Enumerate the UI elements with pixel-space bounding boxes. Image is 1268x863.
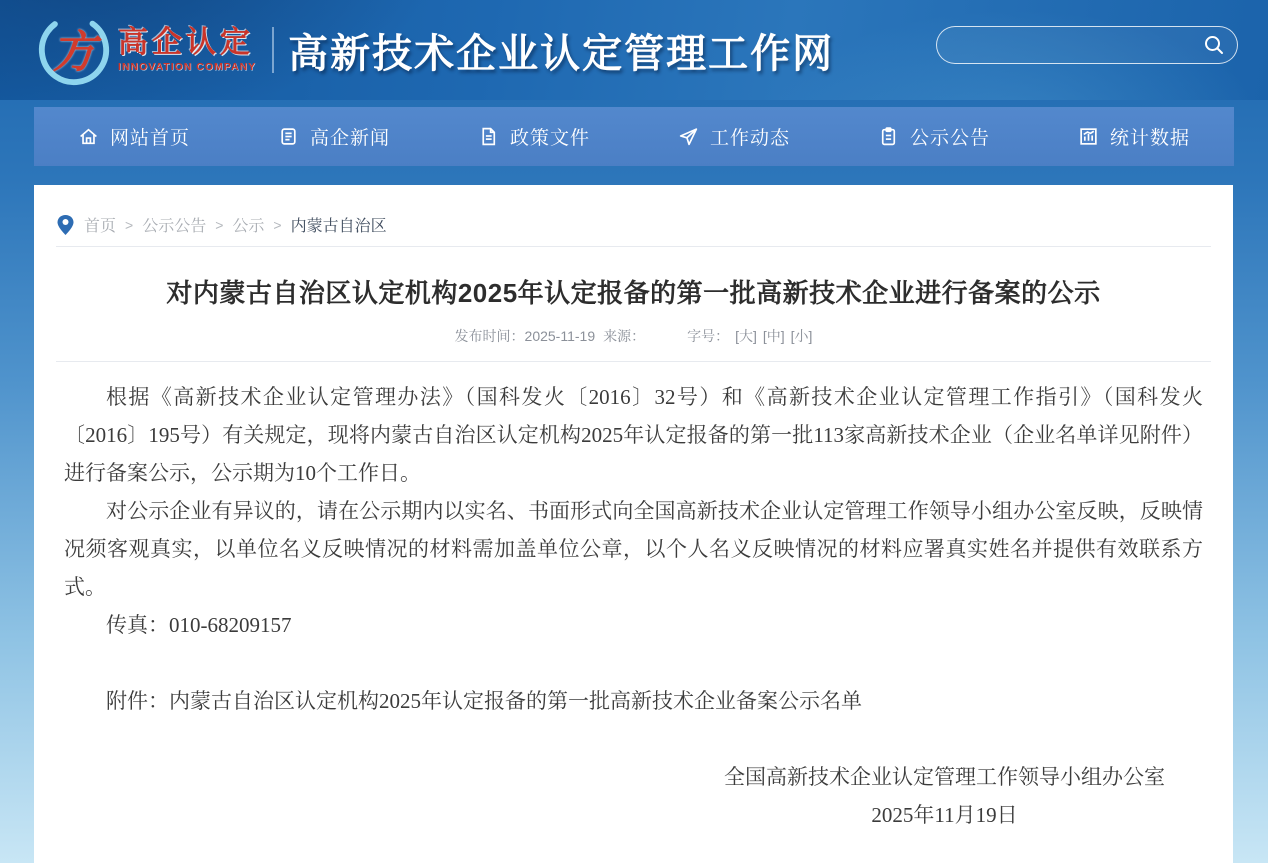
breadcrumb-current: 内蒙古自治区: [290, 218, 387, 235]
content-card: [34, 185, 1233, 863]
nav-item-label: 统计数据: [1109, 128, 1190, 149]
font-size-controls: [687, 326, 812, 346]
header-divider: [272, 27, 274, 73]
nav-item-updates[interactable]: [634, 107, 834, 166]
breadcrumb-separator: >: [125, 216, 134, 233]
source-label: 来源：: [603, 328, 646, 344]
nav-item-label: 网站首页: [109, 128, 190, 149]
clipboard-icon: [878, 126, 899, 147]
breadcrumb-publicity[interactable]: 公示: [232, 218, 265, 235]
logo-subtitle: INNOVATION COMPANY: [118, 61, 257, 73]
nav-item-statistics[interactable]: [1034, 107, 1234, 166]
paragraph-basis: 根据《高新技术企业认定管理办法》（国科发火〔2016〕32号）和《高新技术企业认定管理工作指引》（国科发火〔2016〕195号）有关规定，现将内蒙古自治区认定机构2025年认定报备的第一批113家高新技术企业（企业名单详见附件）进行备案公示，公示期为10个工作日。: [64, 385, 1203, 485]
nav-item-policy[interactable]: [434, 107, 634, 166]
nav-item-announcements[interactable]: [834, 107, 1034, 166]
publish-time-label: 发布时间：: [454, 328, 525, 344]
paper-plane-icon: [678, 126, 699, 147]
search-input[interactable]: [937, 27, 1203, 63]
nav-item-label: 公示公告: [909, 128, 990, 149]
paragraph-objection: 对公示企业有异议的，请在公示期内以实名、书面形式向全国高新技术企业认定管理工作领导小组办公室反映，反映情况须客观真实，以单位名义反映情况的材料需加盖单位公章，以个人名义反映情况的材料应署真实姓名并提供有效联系方式。: [64, 499, 1203, 599]
article-meta: [56, 326, 1211, 346]
site-logo[interactable]: [36, 12, 256, 88]
article-title: 对内蒙古自治区认定机构2025年认定报备的第一批高新技术企业进行备案的公示: [166, 278, 1101, 308]
font-size-medium-button[interactable]: [中]: [762, 328, 785, 344]
font-size-small-button[interactable]: [小]: [790, 328, 813, 344]
logo-mark: [36, 12, 112, 88]
home-icon: [78, 126, 99, 147]
attachment-link[interactable]: 附件：内蒙古自治区认定机构2025年认定报备的第一批高新技术企业备案公示名单: [106, 689, 862, 713]
publish-time: 2025-11-19: [524, 328, 596, 344]
signature-office: 全国高新技术企业认定管理工作领导小组办公室: [724, 765, 1165, 789]
location-pin-icon: [56, 214, 75, 236]
policy-doc-icon: [478, 126, 499, 147]
nav-item-home[interactable]: [34, 107, 234, 166]
news-icon: [278, 126, 299, 147]
signature-block: [724, 758, 1165, 834]
breadcrumb-announcements[interactable]: 公示公告: [142, 218, 207, 235]
article-body: [56, 378, 1211, 834]
font-size-label: 字号：: [687, 328, 730, 344]
breadcrumb: [56, 213, 1211, 236]
breadcrumb-home[interactable]: 首页: [84, 218, 117, 235]
nav-item-news[interactable]: [234, 107, 434, 166]
nav-item-label: 工作动态: [709, 128, 790, 149]
breadcrumb-separator: >: [273, 216, 282, 233]
nav-item-label: 高企新闻: [309, 128, 390, 149]
bar-chart-icon: [1078, 126, 1099, 147]
divider: [56, 361, 1211, 362]
site-header: [0, 0, 1268, 100]
search-box[interactable]: [936, 26, 1238, 64]
paragraph-fax: 传真：010-68209157: [106, 613, 292, 637]
font-size-large-button[interactable]: [大]: [735, 328, 757, 344]
divider: [56, 246, 1211, 247]
signature-date: 2025年11月19日: [871, 803, 1018, 827]
search-icon[interactable]: [1203, 34, 1225, 56]
logo-glyph-icon: 方: [52, 28, 96, 77]
site-title: 高新技术企业认定管理工作网: [288, 31, 835, 76]
logo-title: 高企认定: [118, 26, 254, 59]
nav-item-label: 政策文件: [509, 128, 590, 149]
breadcrumb-separator: >: [215, 216, 224, 233]
main-nav: [34, 107, 1234, 166]
